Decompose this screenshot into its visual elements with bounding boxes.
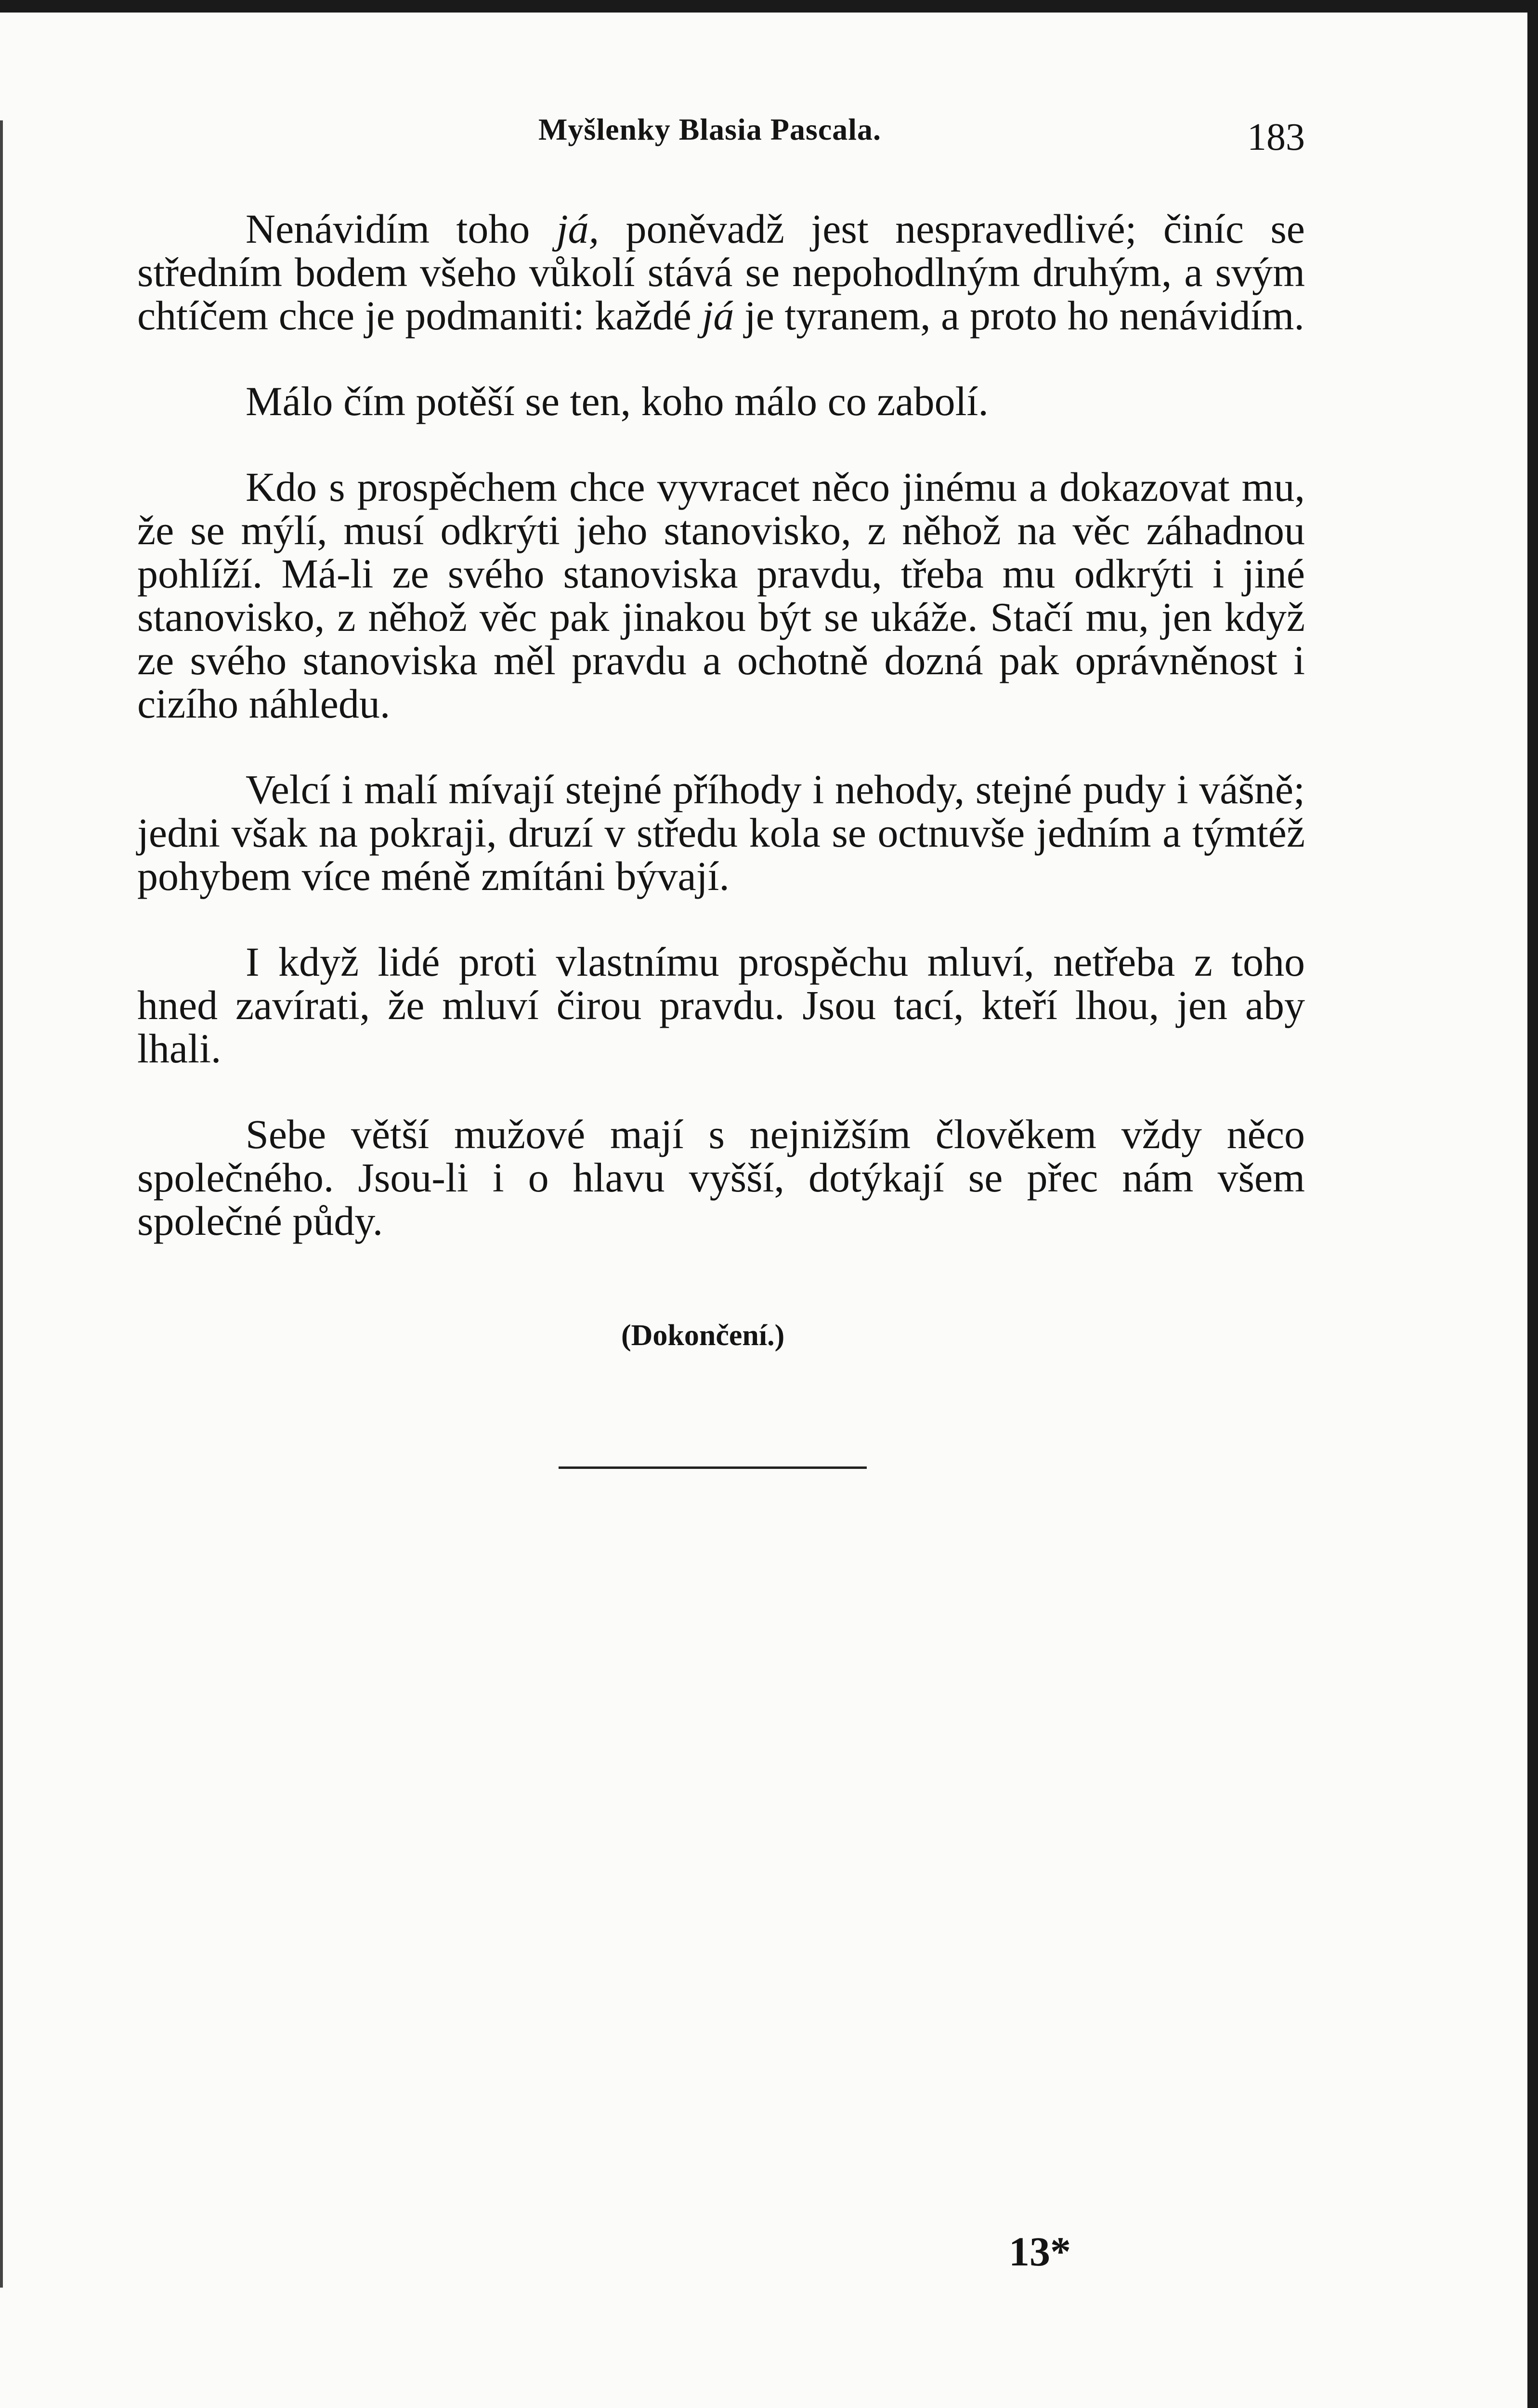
paragraph-1-text-a: Nenávidím toho	[246, 206, 557, 252]
paragraph-1-text-b: poněvadž jest nespravedlivé; činíc se středním bodem všeho vůkolí stává se nepohodlným druhým, a svým chtíčem chce je podmaniti: každé	[137, 206, 1305, 339]
running-title: Myšlenky Blasia Pascala.	[538, 112, 882, 146]
paragraph-3: Kdo s prospěchem chce vyvracet něco jinému a dokazovat mu, že se mýlí, musí odkrýti jeho stanovisko, z něhož na věc záhadnou pohlíží. Má-li ze svého stanoviska pravdu, třeba mu odkrýti i jiné stanovisko, z něhož věc pak jinakou být se ukáže. Stačí mu, jen když ze svého stanoviska měl pravdu a ochotně dozná pak oprávněnost i cizího náhledu.	[137, 464, 1305, 727]
scan-border-left	[0, 120, 3, 2288]
paragraph-1-emphasis-2: já	[702, 292, 734, 339]
paragraph-1-emphasis-1: já,	[556, 206, 600, 252]
paragraph-1-text-c: je tyranem, a proto ho nenávidím.	[734, 292, 1304, 339]
scan-border-top	[0, 0, 1538, 13]
paragraph-1	[137, 207, 1305, 337]
scan-border-right	[1527, 0, 1538, 2408]
section-divider	[559, 1466, 867, 1469]
paragraph-2: Málo čím potěší se ten, koho málo co zabolí.	[246, 378, 989, 424]
signature-mark: 13*	[1009, 2228, 1071, 2275]
paragraph-5: I když lidé proti vlastnímu prospěchu mluví, netřeba z toho hned zavírati, že mluví čirou pravdu. Jsou tací, kteří lhou, jen aby lhali.	[137, 939, 1305, 1072]
page-number: 183	[1247, 116, 1305, 158]
paragraph-6: Sebe větší mužové mají s nejnižším člověkem vždy něco společného. Jsou-li i o hlavu vyšší, dotýkají se přec nám všem společné půdy.	[137, 1111, 1305, 1244]
closing-note: (Dokončení.)	[621, 1319, 785, 1352]
page-body	[137, 207, 1305, 1285]
paragraph-4: Velcí i malí mívají stejné příhody i nehody, stejné pudy i vášně; jedni však na pokraji, druzí v středu kola se octnuvše jedním a týmtéž pohybem více méně zmítáni bývají.	[137, 766, 1305, 899]
